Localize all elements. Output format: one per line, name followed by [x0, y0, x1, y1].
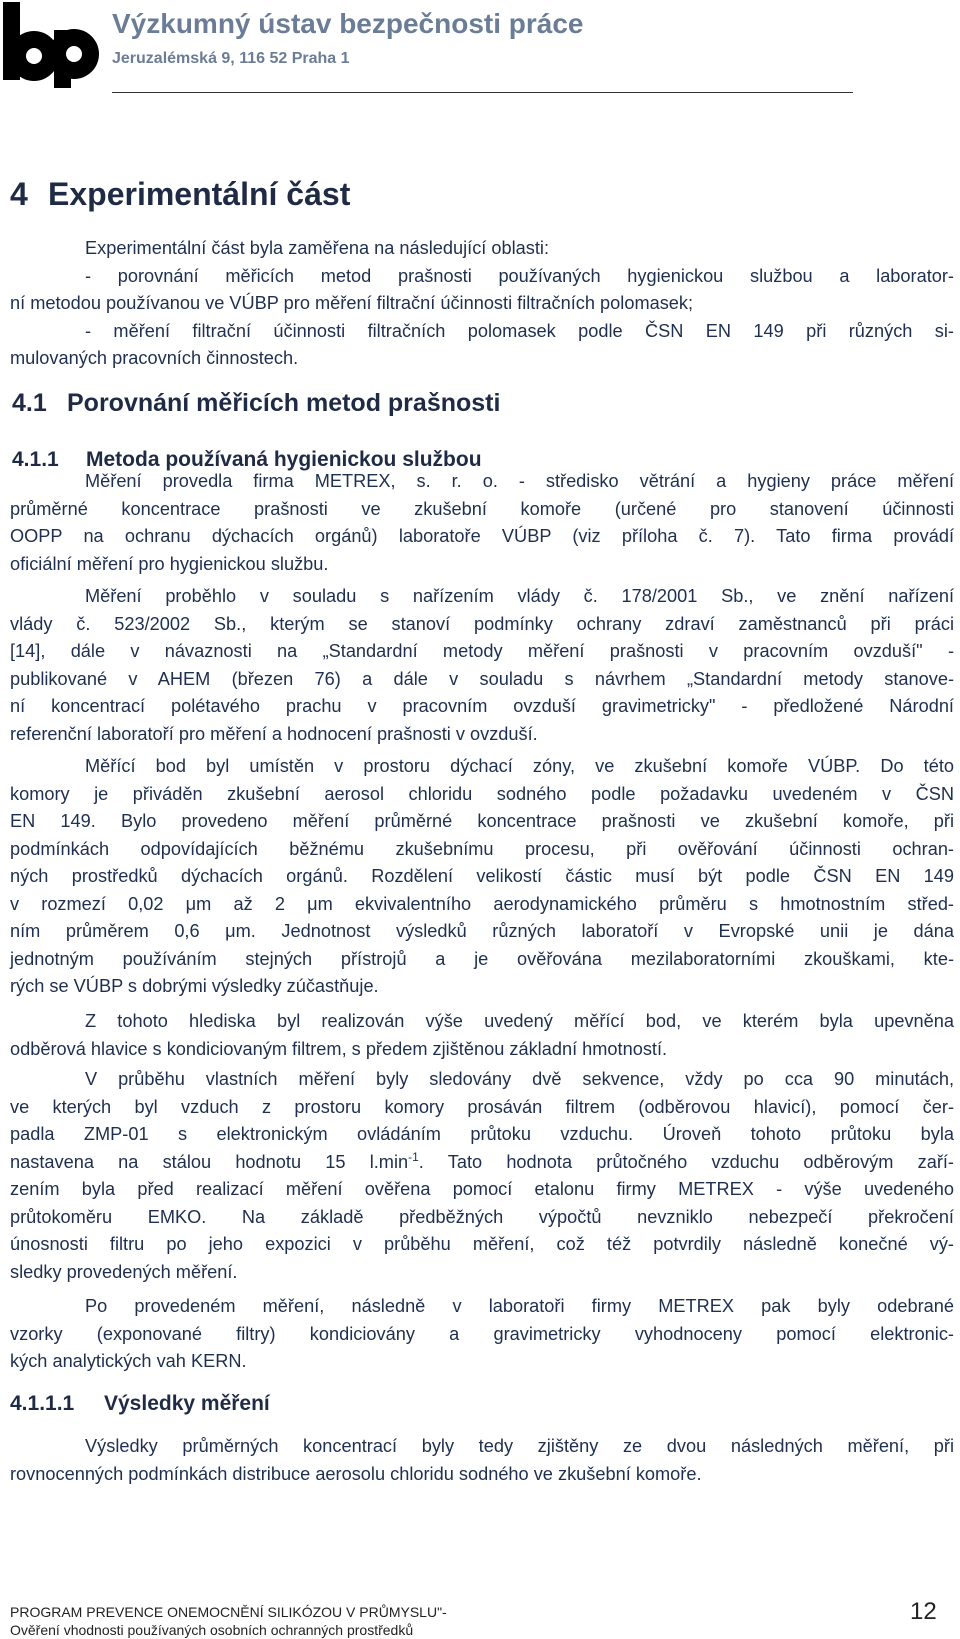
text-line: kých analytických vah KERN. — [10, 1351, 247, 1371]
paragraph — [10, 583, 954, 748]
text-line: EN 149. Bylo provedeno měření průměrné koncentrace prašnosti ve zkušební komoře, při — [10, 811, 954, 831]
text-line: Po provedeném měření, následně v laboratoři firmy METREX pak byly odebrané — [85, 1296, 954, 1316]
text-line: ní koncentrací polétavého prachu v pracovním ovzduší gravimetricky" - předložené Národní — [10, 696, 954, 716]
vubp-logo — [0, 0, 104, 90]
results-title: Výsledky měření — [104, 1392, 270, 1415]
text-line: oficiální měření pro hygienickou službu. — [10, 553, 329, 574]
text-line: odběrová hlavice s kondiciovaným filtrem, s předem zjištěnou základní hmotností. — [10, 1038, 668, 1059]
paragraph — [10, 1066, 954, 1286]
results-number: 4.1.1.1 — [10, 1392, 75, 1415]
text-line: Měření provedla firma METREX, s. r. o. - středisko větrání a hygieny práce měření — [85, 471, 954, 491]
page-number: 12 — [910, 1598, 937, 1625]
text-line: - měření filtrační účinnosti filtračních polomasek podle ČSN EN 149 při různých si- — [85, 320, 954, 341]
text-line: komory je přiváděn zkušební aerosol chloridu sodného podle požadavku uvedeném v ČSN — [10, 783, 954, 804]
results-heading — [10, 1392, 270, 1416]
text-line: sledky provedených měření. — [10, 1261, 238, 1282]
text-line: Měřící bod byl umístěn v prostoru dýchací zóny, ve zkušební komoře VÚBP. Do této — [85, 756, 954, 776]
subsubsection-title: Metoda používaná hygienickou službou — [86, 448, 482, 471]
text-line: vzorky (exponované filtry) kondiciovány a gravimetricky vyhodnoceny pomocí elektronic- — [10, 1323, 954, 1344]
text-line: referenční laboratoří pro měření a hodnocení prašnosti v ovzduší. — [10, 723, 538, 744]
text-line: Výsledky průměrných koncentrací byly tedy zjištěny ze dvou následných měření, při — [85, 1436, 954, 1456]
institute-name: Výzkumný ústav bezpečnosti práce — [112, 8, 584, 39]
text-line: mulovaných pracovních činnostech. — [10, 348, 299, 368]
paragraph — [10, 1293, 954, 1376]
subsection-heading — [12, 389, 500, 418]
text-line: rých se VÚBP s dobrými výsledky zúčastňuje. — [10, 976, 379, 996]
section-heading — [10, 176, 350, 213]
intro-block — [10, 235, 954, 373]
text-line: rovnocenných podmínkách distribuce aerosolu chloridu sodného ve zkušební komoře. — [10, 1463, 702, 1484]
text-line: nastavena na stálou hodnotu 15 $l.\min^{-1}$. Tato hodnota průtočného vzduchu odběrovým zaří- — [10, 1149, 954, 1172]
text-line: OOPP na ochranu dýchacích orgánů) laboratoře VÚBP (viz příloha č. 7). Tato firma provádí — [10, 526, 954, 546]
text-line: únosnosti filtru po jeho expozici v průběhu měření, což též potvrdily následně konečné vý- — [10, 1234, 954, 1254]
text-line: publikované v AHEM (březen 76) a dále v souladu s návrhem „Standardní metody stanove- — [10, 668, 954, 689]
text-line: v rozmezí 0,02 μm až 2 μm ekvivalentního aerodynamického průměru s hmotnostním střed- — [10, 893, 954, 914]
text-line: vlády č. 523/2002 Sb., kterým se stanoví podmínky ochrany zdraví zaměstnanců při práci — [10, 613, 954, 634]
institute-address: Jeruzalémská 9, 116 52 Praha 1 — [112, 50, 350, 67]
text-line: ním průměrem 0,6 μm. Jednotnost výsledků různých laboratoří v Evropské unii je dána — [10, 921, 954, 941]
text-line: - porovnání měřicích metod prašnosti používaných hygienickou službou a laborator- — [85, 265, 954, 286]
paragraph — [10, 1433, 954, 1488]
text-line: padla ZMP-01 s elektronickým ovládáním průtoku vzduchu. Úroveň tohoto průtoku byla — [10, 1124, 954, 1144]
footer-program-title: PROGRAM PREVENCE ONEMOCNĚNÍ SILIKÓZOU V PRŮMYSLU"- — [10, 1604, 447, 1620]
section-title: Experimentální část — [48, 176, 351, 212]
text-line: V průběhu vlastních měření byly sledovány dvě sekvence, vždy po cca 90 minutách, — [85, 1069, 954, 1089]
text-line: Měření proběhlo v souladu s nařízením vlády č. 178/2001 Sb., ve znění nařízení — [85, 586, 954, 606]
text-line: ve kterých byl vzduch z prostoru komory prosáván filtrem (odběrovou hlavicí), pomocí čer- — [10, 1096, 954, 1117]
paragraph — [10, 753, 954, 1001]
text-line: Experimentální část byla zaměřena na následující oblasti: — [85, 238, 550, 258]
text-line: jednotným používáním stejných přístrojů a je ověřována mezilaboratorními zkouškami, kte- — [10, 948, 954, 969]
text-line: podmínkách odpovídajících běžnému zkušebnímu procesu, při ověřování účinnosti ochran- — [10, 838, 954, 859]
subsubsection-number: 4.1.1 — [12, 448, 59, 471]
text-line: [14], dále v návaznosti na „Standardní metody měření prašnosti v pracovním ovzduší" - — [10, 641, 954, 661]
section-number: 4 — [10, 176, 28, 212]
text-line: ní metodou používanou ve VÚBP pro měření filtrační účinnosti filtračních polomasek; — [10, 293, 694, 313]
text-line: zením byla před realizací měření ověřena pomocí etalonu firmy METREX - výše uvedeného — [10, 1179, 954, 1199]
text-line: průtokoměru EMKO. Na základě předběžných výpočtů nevzniklo nebezpečí překročení — [10, 1206, 954, 1227]
paragraph — [10, 468, 954, 578]
paragraph — [10, 1008, 954, 1063]
text-line: průměrné koncentrace prašnosti ve zkušební komoře (určené pro stanovení účinnosti — [10, 498, 954, 519]
text-line: ných prostředků dýchacích orgánů. Rozdělení velikostí částic musí být podle ČSN EN 149 — [10, 866, 954, 886]
text-line: Z tohoto hlediska byl realizován výše uvedený měřící bod, ve kterém byla upevněna — [85, 1011, 954, 1031]
header-divider — [112, 92, 853, 93]
footer-subtitle: Ověření vhodnosti používaných osobních ochranných prostředků — [10, 1622, 414, 1638]
subsection-title: Porovnání měřicích metod prašnosti — [67, 389, 501, 417]
subsection-number: 4.1 — [12, 389, 47, 417]
